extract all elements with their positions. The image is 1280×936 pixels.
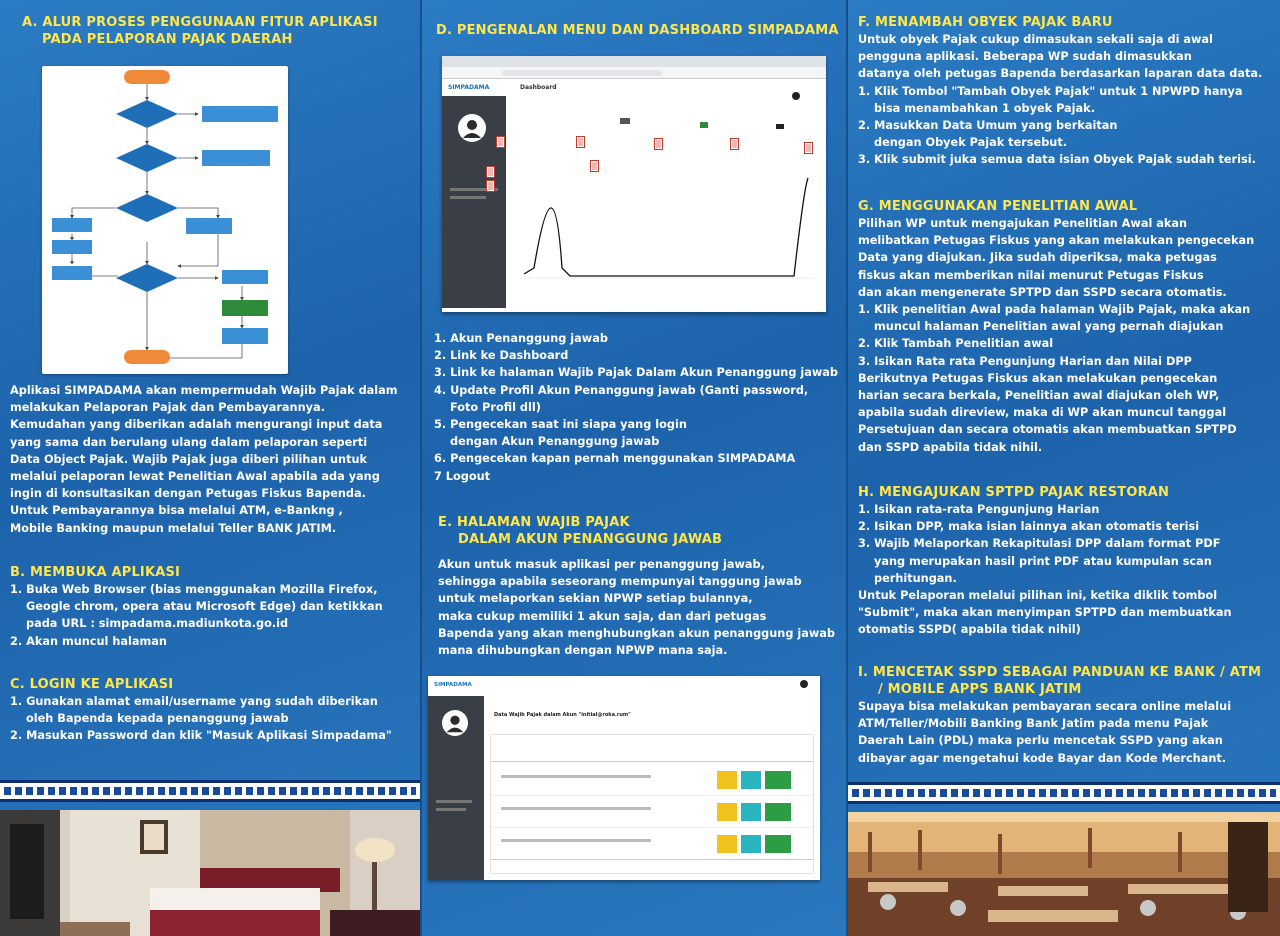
e-line: untuk melaporkan sekian NPWP setiap bulannya, [438,592,753,606]
column-1 [0,0,420,936]
e-line: Bapenda yang akan menghubungkan akun penanggung jawab [438,626,835,640]
b-item: 2. Akan muncul halaman [10,634,167,648]
browser-urlbar [442,67,826,79]
e-line: Akun untuk masuk aplikasi per penanggung jawab, [438,558,765,571]
wp-brand: SIMPADAMA [434,682,472,688]
g-item [858,301,1276,335]
b-item-line: 1. Buka Web Browser (bias menggunakan Mozilla Firefox, [10,583,378,596]
user-avatar-icon [458,114,486,142]
g-line: Berikutnya Petugas Fiskus akan melakukan pengecekan [858,371,1218,385]
profile-icon [800,680,808,688]
section-e-title-line1: E. HALAMAN WAJIB PAJAK [438,515,630,530]
g-item: 3. Isikan Rata rata Pengunjung Harian dan Nilai DPP [858,354,1192,368]
c-item-line: 1. Gunakan alamat email/username yang sudah diberikan [10,695,378,708]
f-line: Untuk obyek Pajak cukup dimasukan sekali saja di awal [858,33,1213,46]
stripe-divider [848,782,1280,804]
a-line: Data Object Pajak. Wajib Pajak juga diberi pilihan untuk [10,452,368,466]
a-line: Aplikasi SIMPADAMA akan mempermudah Wajib Pajak dalam [10,384,398,397]
g-line: melibatkan Petugas Fiskus yang akan melakukan pengecekan [858,234,1255,248]
h-item [858,535,1276,587]
section-h [858,484,1276,639]
column-2 [420,0,848,936]
action-button-yellow[interactable] [717,771,737,789]
section-c-list [10,693,414,745]
dashboard-brand: SIMPADAMA [448,84,490,91]
section-a-heading [22,14,378,48]
action-button-green[interactable] [765,803,791,821]
callout-marker-4 [576,136,585,148]
dashboard-screenshot [442,56,826,312]
section-h-title: H. MENGAJUKAN SPTPD PAJAK RESTORAN [858,485,1170,500]
e-line: sehingga apabila seseorang mempunyai tanggung jawab [438,575,802,589]
d-item: 7 Logout [434,469,491,483]
stat-icon [700,122,708,128]
a-line: Untuk Pembayarannya bisa melalui ATM, e-Bankng , [10,504,343,518]
callout-marker-6 [730,138,739,150]
g-line: Persetujuan dan secara otomatis akan membuatkan SPTPD [858,423,1237,437]
h-item-line: yang merupakan hasil print PDF atau kumpulan scan [874,554,1212,568]
d-item: 6. Pengecekan kapan pernah menggunakan SIMPADAMA [434,452,796,466]
e-line: mana dihubungkan dengan NPWP mana saja. [438,644,728,658]
a-line: yang sama dan berulang ulang dalam pelaporan seperti [10,435,368,449]
section-e-body [438,556,846,659]
wajib-pajak-screenshot [428,676,820,880]
f-item [858,83,1276,117]
process-flowchart [42,66,288,374]
action-button-teal[interactable] [741,803,761,821]
h-line: "Submit", maka akan menyimpan SPTPD dan membuatkan [858,606,1232,620]
action-button-yellow[interactable] [717,803,737,821]
stat-icon [776,124,784,129]
callout-marker-3 [486,180,495,192]
wp-table [490,734,814,874]
i-line: ATM/Teller/Mobili Banking Bank Jatim pada menu Pajak [858,717,1209,731]
section-e-heading [438,514,722,548]
g-line: Data yang diajukan. Jika sudah diperiksa, maka petugas [858,251,1217,265]
section-b-title: B. MEMBUKA APLIKASI [10,565,181,580]
d-item-line: 5. Pengecekan saat ini siapa yang login [434,418,687,432]
section-b [10,564,414,650]
g-item-line: 1. Klik penelitian Awal pada halaman Wajib Pajak, maka akan [858,303,1251,317]
b-item [10,581,414,633]
f-line: datanya oleh petugas Bapenda berdasarkan laparan data data. [858,67,1263,81]
h-item: 2. Isikan DPP, maka isian lainnya akan otomatis terisi [858,520,1200,534]
section-b-list [10,581,414,650]
hotel-room-photo [0,810,420,936]
d-item: 2. Link ke Dashboard [434,349,569,363]
section-e-title-line2: DALAM AKUN PENANGGUNG JAWAB [458,532,723,547]
section-f-title: F. MENAMBAH OBYEK PAJAK BARU [858,15,1113,30]
a-line: melakukan Pelaporan Pajak dan Pembayarannya. [10,401,325,415]
d-item: 1. Akun Penanggung jawab [434,332,608,345]
wp-sidebar [428,696,484,880]
g-line: apabila sudah direview, maka di WP akan muncul tanggal [858,406,1227,420]
section-c [10,676,414,745]
activity-line-chart [524,168,814,288]
f-item [858,117,1276,151]
callout-marker-5 [654,138,663,150]
dashboard-title: Dashboard [520,84,557,91]
action-button-yellow[interactable] [717,835,737,853]
h-item-line: 3. Wajib Melaporkan Rekapitulasi DPP dalam format PDF [858,537,1221,551]
section-d-heading [436,22,839,39]
f-line: pengguna aplikasi. Beberapa WP sudah dimasukkan [858,50,1192,64]
action-button-teal[interactable] [741,835,761,853]
h-item: 1. Isikan rata-rata Pengunjung Harian [858,503,1100,516]
dashboard-sidebar [442,96,506,308]
section-c-title: C. LOGIN KE APLIKASI [10,677,174,692]
a-line: ingin di konsultasikan dengan Petugas Fiskus Bapenda. [10,487,366,501]
section-f [858,14,1276,169]
g-line: fiskus akan memberikan nilai menurut Petugas Fiskus [858,268,1204,282]
section-a-body [10,382,414,537]
d-item: 3. Link ke halaman Wajib Pajak Dalam Akun Penanggung jawab [434,366,839,380]
wp-table-title: Data Wajib Pajak dalam Akun "initial@roka.rum" [494,712,631,718]
flowchart-diagram [42,66,288,374]
i-line: Daerah Lain (PDL) maka perlu mencetak SSPD yang akan [858,734,1223,748]
restaurant-photo [848,812,1280,936]
g-line: Pilihan WP untuk mengajukan Penelitian Awal akan [858,217,1188,230]
h-line: Untuk Pelaporan melalui pilihan ini, ketika diklik tombol [858,589,1218,603]
section-a-title-line1: A. ALUR PROSES PENGGUNAAN FITUR APLIKASI [22,15,378,30]
stripe-divider [0,780,420,802]
callout-marker-1 [496,136,505,148]
callout-marker-2 [486,166,495,178]
d-item [434,416,844,450]
callout-marker-7 [804,142,813,154]
h-item-line: perhitungan. [874,571,957,585]
g-line: dan akan mengenerate SPTPD dan SSPD secara otomatis. [858,285,1227,299]
g-line: dan SSPD apabila tidak nihil. [858,440,1043,454]
stat-icon [620,118,630,124]
action-button-green[interactable] [765,771,791,789]
section-i [858,664,1278,767]
a-line: melalui pelaporan lewat Penelitian Awal apabila ada yang [10,470,380,484]
d-item-line: dengan Akun Penanggung jawab [450,435,660,449]
g-item-line: muncul halaman Penelitian awal yang pernah diajukan [874,320,1224,334]
c-item-line: oleh Bapenda kepada penanggung jawab [26,712,289,726]
b-item-line: pada URL : simpadama.madiunkota.go.id [26,617,289,631]
f-item-line: bisa menambahkan 1 obyek Pajak. [874,101,1095,115]
section-a-title-line2: PADA PELAPORAN PAJAK DAERAH [42,32,293,47]
section-i-title-line2: / MOBILE APPS BANK JATIM [878,682,1082,697]
f-item-line: 2. Masukkan Data Umum yang berkaitan [858,119,1118,133]
c-item [10,693,414,727]
d-item-line: 4. Update Profil Akun Penanggung jawab (Ganti password, [434,383,809,397]
d-item-line: Foto Profil dll) [450,400,541,414]
section-g-title: G. MENGGUNAKAN PENELITIAN AWAL [858,199,1138,214]
a-line: Mobile Banking maupun melalui Teller BANK JATIM. [10,521,337,535]
action-button-teal[interactable] [741,771,761,789]
h-line: otomatis SSPD( apabila tidak nihil) [858,623,1081,637]
profile-icon [792,92,800,100]
g-item: 2. Klik Tambah Penelitian awal [858,337,1054,351]
user-avatar-icon [442,710,468,736]
i-line: Supaya bisa melakukan pembayaran secara online melalui [858,700,1232,713]
d-item [434,382,844,416]
section-i-title-line1: I. MENCETAK SSPD SEBAGAI PANDUAN KE BANK / ATM [858,665,1262,680]
section-f-list [858,83,1276,169]
section-h-list [858,501,1276,587]
section-d-list [434,330,844,485]
i-line: dibayar agar mengetahui kode Bayar dan Kode Merchant. [858,751,1227,765]
f-item: 3. Klik submit juka semua data isian Obyek Pajak sudah terisi. [858,153,1256,167]
a-line: Kemudahan yang diberikan adalah mengurangi input data [10,418,383,432]
action-button-green[interactable] [765,835,791,853]
column-3 [848,0,1280,936]
e-line: maka cukup memiliki 1 akun saja, dan dari petugas [438,609,767,623]
section-d-title: D. PENGENALAN MENU DAN DASHBOARD SIMPADAMA [436,23,839,38]
f-item-line: 1. Klik Tombol "Tambah Obyek Pajak" untuk 1 NPWPD hanya [858,84,1243,98]
g-line: harian secara berkala, Penelitian awal diajukan oleh WP, [858,389,1220,403]
browser-tabbar [442,56,826,67]
f-item-line: dengan Obyek Pajak tersebut. [874,136,1068,150]
b-item-line: Geogle chrom, opera atau Microsoft Edge) dan ketikkan [26,600,383,614]
section-g [858,198,1276,456]
c-item: 2. Masukan Password dan klik "Masuk Aplikasi Simpadama" [10,729,392,743]
section-g-list [858,301,1276,370]
